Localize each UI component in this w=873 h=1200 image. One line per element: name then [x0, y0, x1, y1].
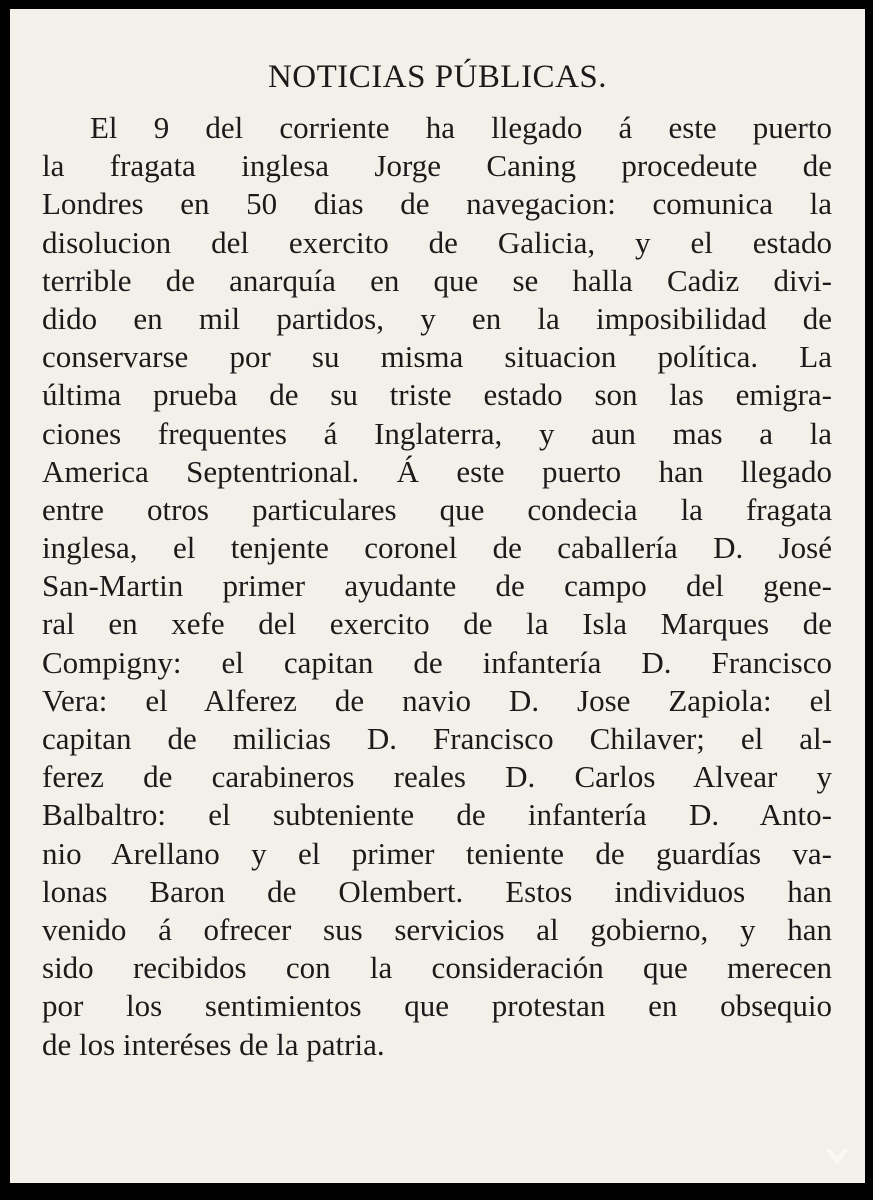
text-line: San-Martin primer ayudante de campo del gene-: [42, 568, 832, 604]
text-line: ciones frequentes á Inglaterra, y aun mas a la: [42, 415, 832, 451]
text-line: disolucion del exercito de Galicia, y el estado: [42, 224, 832, 260]
text-line: nio Arellano y el primer teniente de guardías va-: [42, 835, 832, 871]
text-line: dido en mil partidos, y en la imposibilidad de: [42, 300, 832, 336]
text-line: de los interéses de la patria.: [42, 1026, 385, 1062]
text-line: entre otros particulares que condecia la fragata: [42, 491, 832, 527]
article-title: NOTICIAS PÚBLICAS.: [267, 59, 608, 95]
text-line: Compigny: el capitan de infantería D. Francisco: [42, 644, 832, 680]
text-line: última prueba de su triste estado son las emigra-: [42, 377, 832, 413]
text-line: Balbaltro: el subteniente de infantería D. Anto-: [42, 797, 832, 833]
text-line: sido recibidos con la consideración que merecen: [42, 950, 832, 986]
text-line: conservarse por su misma situacion política. La: [42, 339, 832, 375]
text-line: por los sentimientos que protestan en obsequio: [42, 988, 832, 1024]
article-body: [42, 109, 832, 1064]
text-line: inglesa, el tenjente coronel de caballería D. José: [42, 530, 832, 566]
newspaper-page: [10, 9, 865, 1183]
watermark-icon: [817, 1135, 857, 1175]
text-line: la fragata inglesa Jorge Caning procedeute de: [42, 148, 832, 184]
text-line: Vera: el Alferez de navio D. Jose Zapiola: el: [42, 682, 832, 718]
text-line: ral en xefe del exercito de la Isla Marques de: [42, 606, 832, 642]
text-line: venido á ofrecer sus servicios al gobierno, y han: [42, 911, 832, 947]
text-line: terrible de anarquía en que se halla Cadiz divi-: [42, 262, 832, 298]
text-line: America Septentrional. Á este puerto han llegado: [42, 453, 832, 489]
text-line: El 9 del corriente ha llegado á este puerto: [90, 110, 832, 145]
text-line: lonas Baron de Olembert. Estos individuos han: [42, 873, 832, 909]
text-line: Londres en 50 dias de navegacion: comunica la: [42, 186, 832, 222]
text-line: ferez de carabineros reales D. Carlos Alvear y: [42, 759, 832, 795]
text-line: capitan de milicias D. Francisco Chilaver; el al-: [42, 721, 832, 756]
